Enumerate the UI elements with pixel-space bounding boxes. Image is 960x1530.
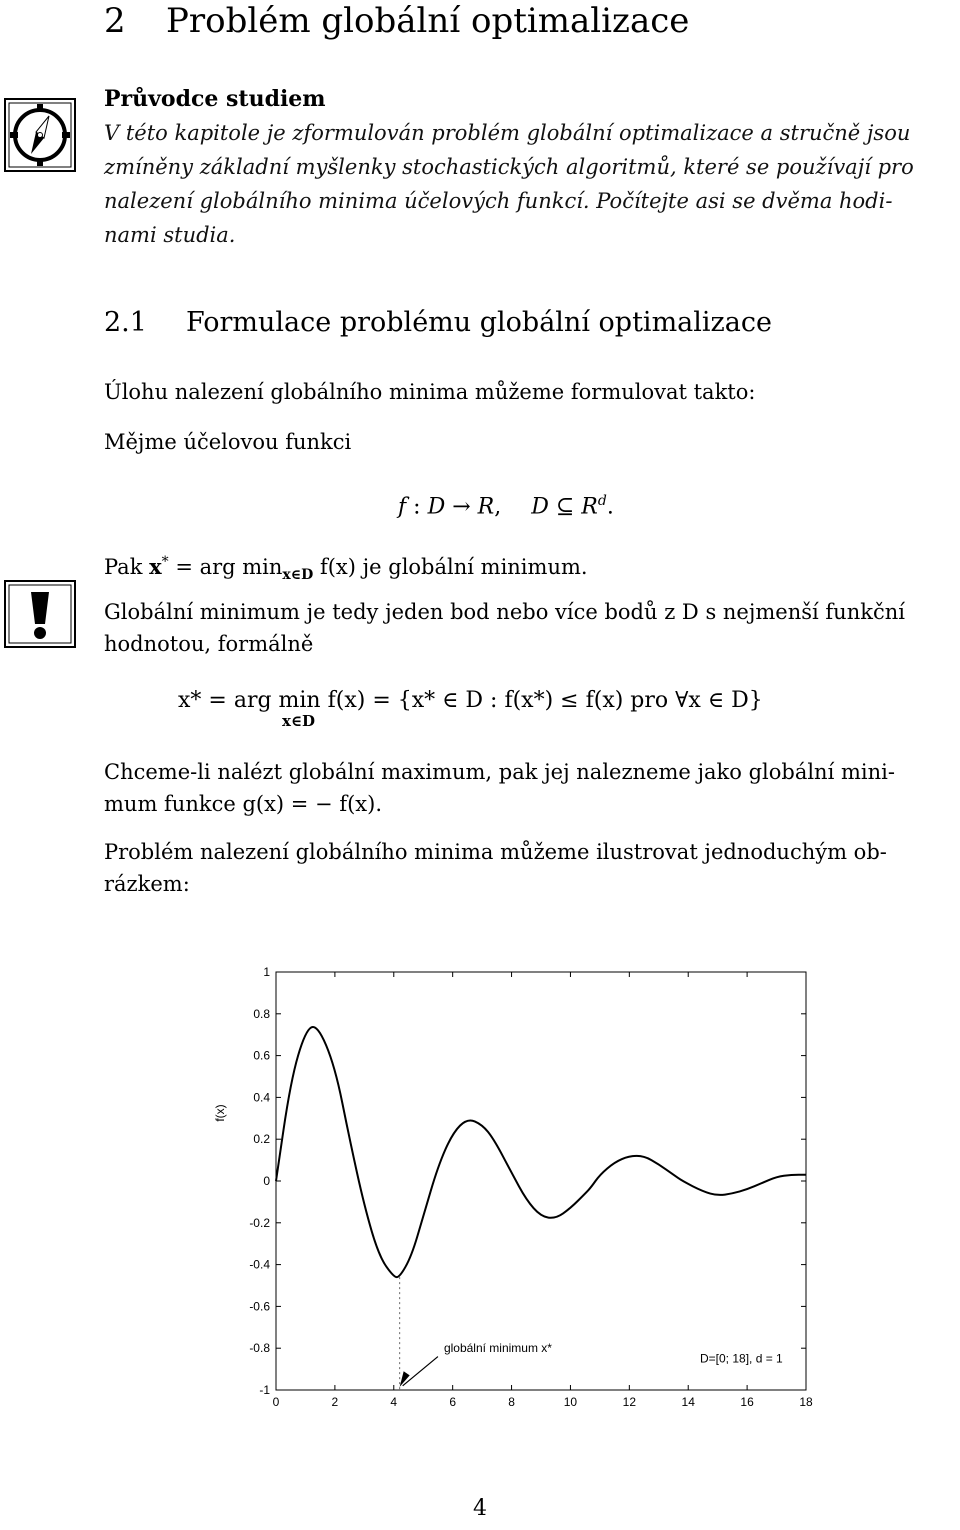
section-number: 2.1 (104, 307, 147, 338)
equation-argmin: x* = arg min f(x) = {x* ∈ D : f(x*) ≤ f(x) pro ∀x ∈ D} (178, 688, 763, 713)
y-tick-label: 0.8 (253, 1006, 270, 1021)
study-guide-line: V této kapitole je zformulován problém globální optimalizace a stručně jsou (104, 121, 911, 145)
annotation-domain: D=[0; 18], d = 1 (700, 1351, 783, 1366)
y-tick-label: 1 (263, 965, 270, 979)
y-tick-label: 0.2 (253, 1132, 270, 1147)
y-tick-label: -0.8 (249, 1341, 270, 1356)
paragraph-maximum: Chceme-li nalézt globální maximum, pak jej nalezneme jako globální mini- mum funkce g(x) = − f(x). (104, 760, 895, 816)
chapter-title: Problém globální optimalizace (166, 1, 690, 41)
section-heading (104, 304, 772, 342)
study-guide-line: zmíněny základní myšlenky stochastických algoritmů, které se používají pro (104, 155, 914, 179)
paragraph-global-minimum: Globální minimum je tedy jeden bod nebo více bodů z D s nejmenší funkční hodnotou, formálně (104, 600, 905, 656)
paragraph-intro: Úlohu nalezení globálního minima můžeme formulovat takto: (104, 380, 756, 404)
equation-argmin-subscript: x∈D (282, 712, 316, 730)
y-tick-label: 0.6 (253, 1048, 270, 1063)
study-guide-title: Průvodce studiem (104, 86, 326, 112)
study-guide-line: nami studia. (104, 223, 236, 247)
y-tick-label: -0.2 (249, 1215, 270, 1230)
section-title: Formulace problému globální optimalizace (186, 307, 772, 338)
x-tick-label: 4 (390, 1395, 398, 1409)
x-tick-label: 8 (508, 1395, 515, 1409)
paragraph-illustrate: Problém nalezení globálního minima můžeme ilustrovat jednoduchým ob- rázkem: (104, 840, 887, 896)
study-guide-text (104, 116, 956, 252)
y-tick-label: -0.6 (249, 1299, 270, 1314)
x-tick-label: 14 (681, 1395, 695, 1409)
x-tick-label: 10 (563, 1395, 578, 1409)
y-tick-label: -1 (259, 1383, 270, 1397)
x-tick-label: 2 (331, 1395, 339, 1409)
paragraph-function: Mějme účelovou funkci (104, 430, 352, 454)
paragraph-argmin: Pak x* = arg $\min_{x\in D} f(x)$ je globální minimum. (104, 554, 588, 584)
exclamation-icon (4, 580, 76, 648)
x-tick-label: 12 (622, 1395, 637, 1409)
compass-icon (4, 98, 76, 172)
chapter-number: 2 (104, 1, 126, 41)
page-number: 4 (473, 1496, 487, 1521)
y-axis-label: f(x) (213, 1104, 227, 1122)
chapter-heading (104, 0, 689, 42)
y-tick-label: -0.4 (249, 1257, 270, 1272)
study-guide-line: nalezení globálního minima účelových funkcí. Počítejte asi se dvěma hodi- (104, 189, 893, 213)
function-chart-svg (200, 958, 820, 1410)
x-tick-label: 16 (740, 1395, 754, 1409)
y-tick-label: 0 (263, 1174, 270, 1188)
equation-domain: f : D → R, D ⊆ $R^d$. (398, 493, 614, 520)
x-tick-label: 6 (449, 1395, 457, 1409)
x-tick-label: 0 (272, 1395, 280, 1409)
plot-frame (276, 972, 806, 1390)
annotation-minimum: globální minimum x* (443, 1341, 552, 1356)
y-tick-label: 0.4 (253, 1090, 270, 1105)
x-tick-label: 18 (799, 1395, 813, 1409)
function-chart (200, 958, 820, 1410)
